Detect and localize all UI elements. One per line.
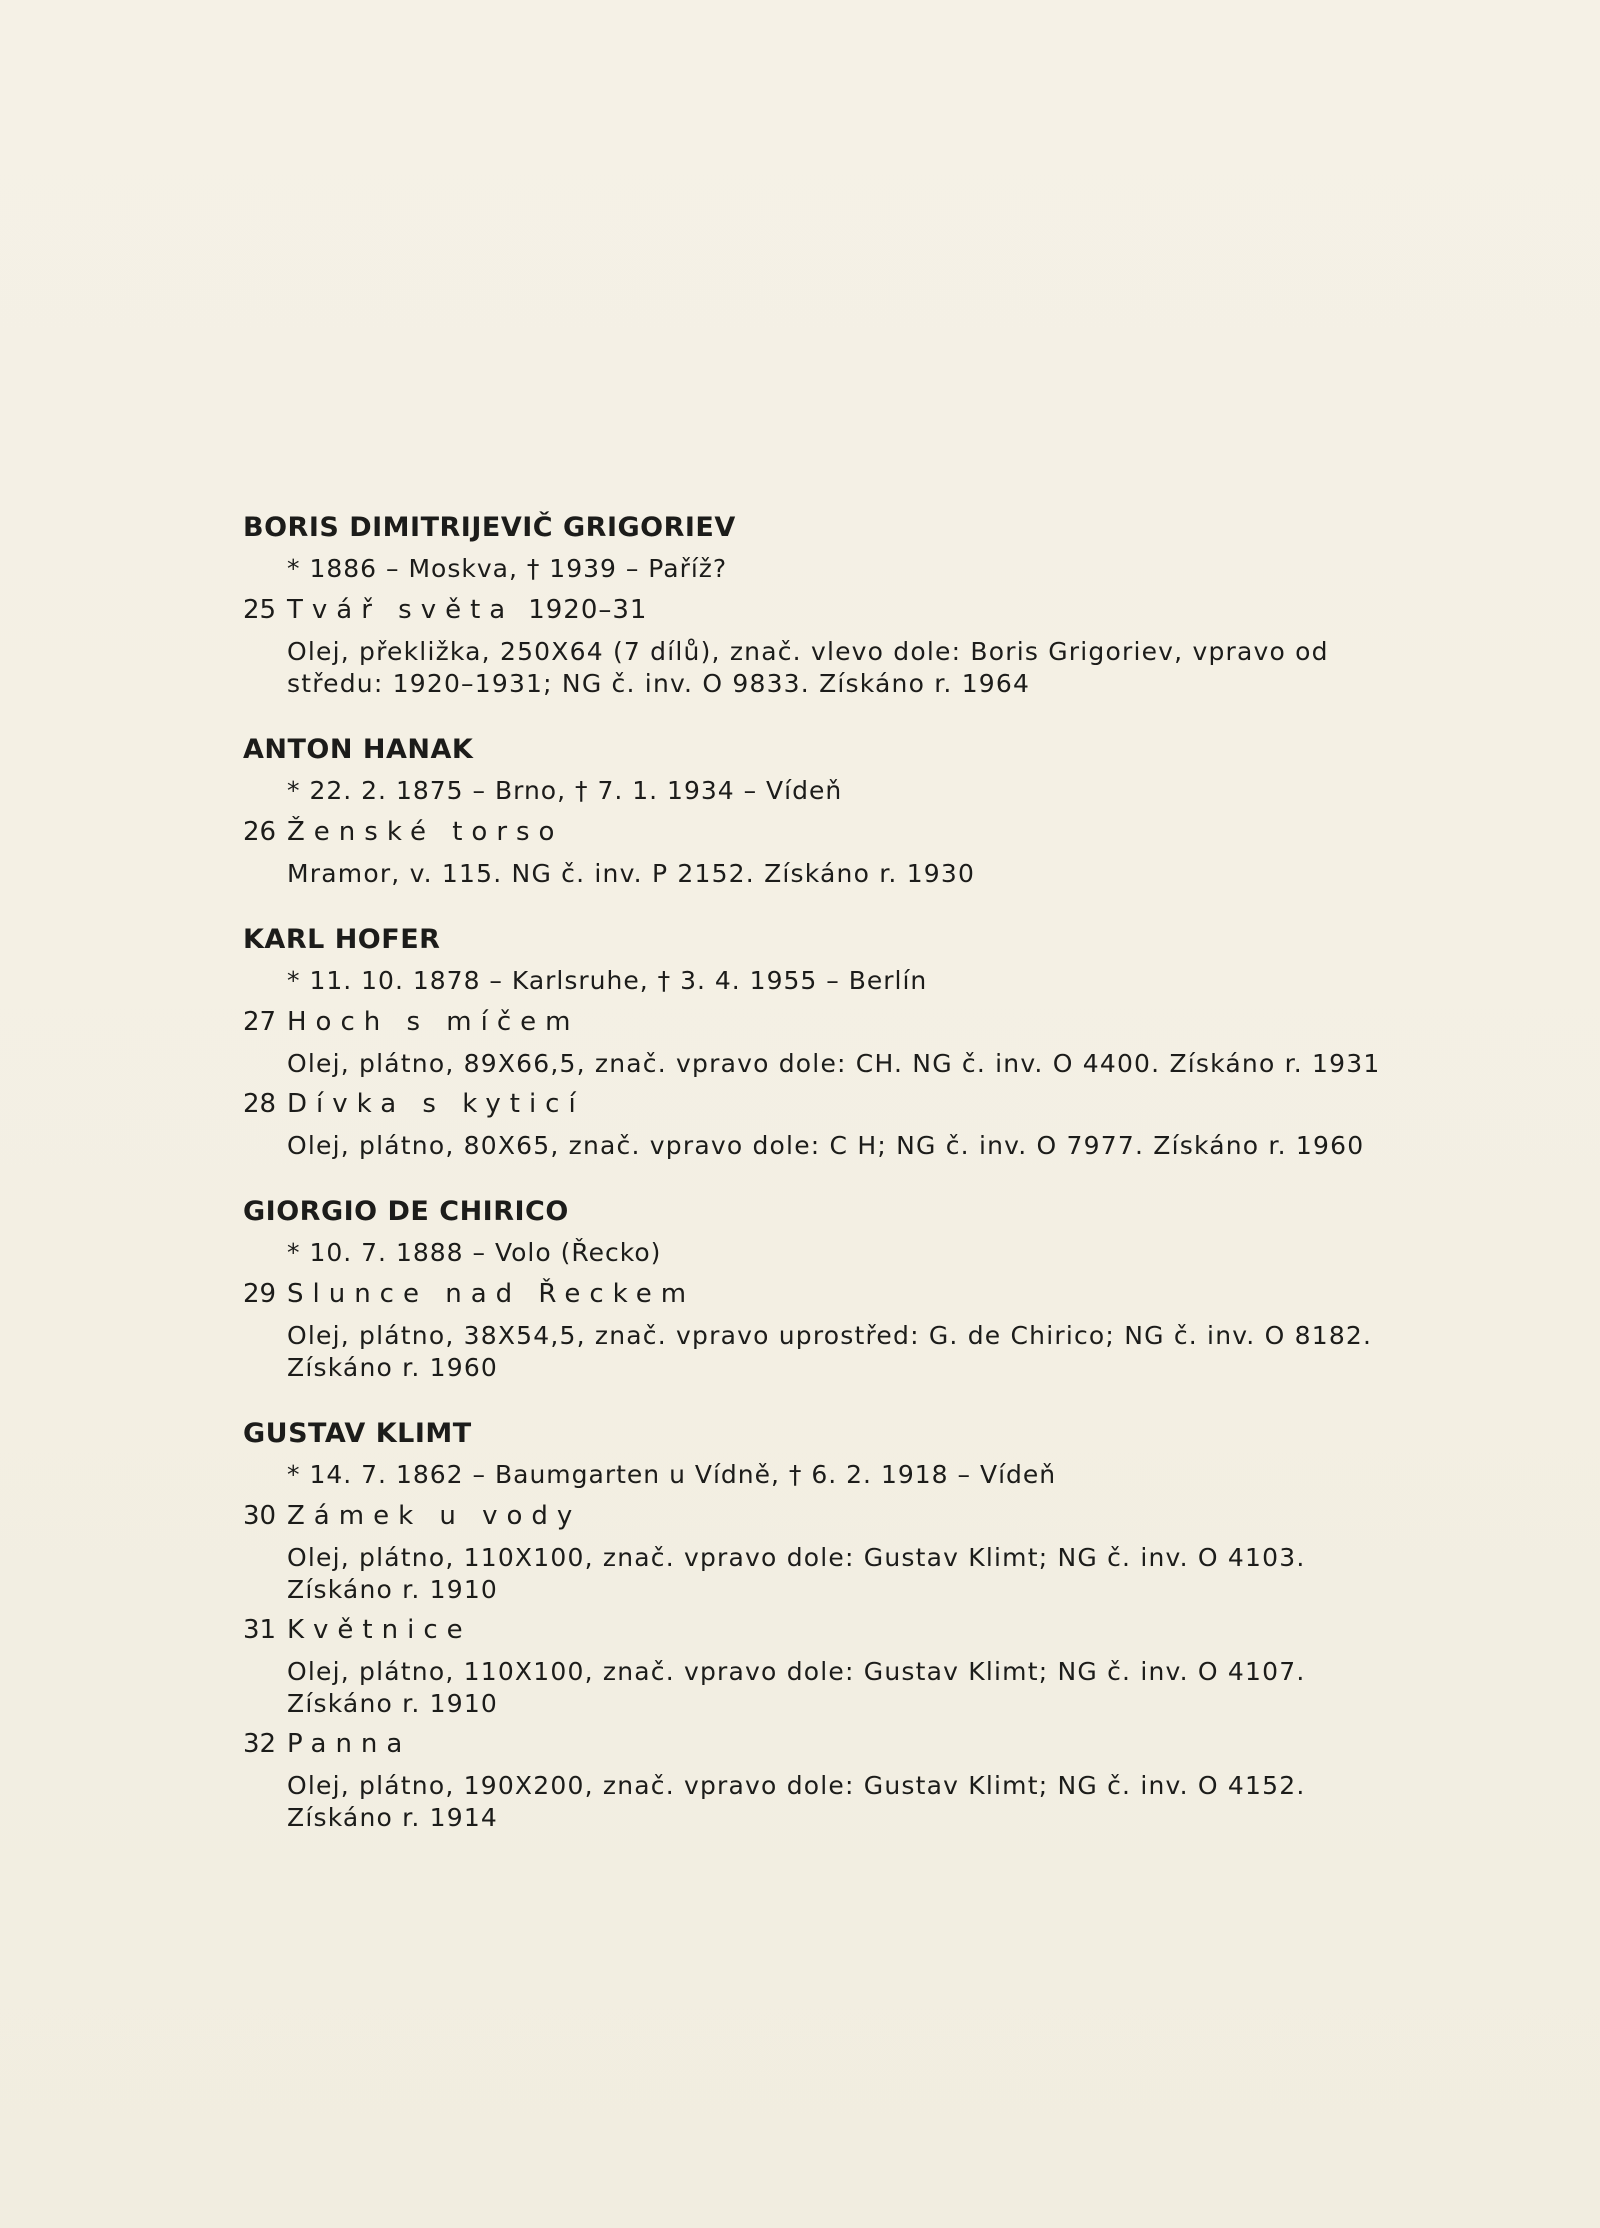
- artist-entry: [243, 1194, 1403, 1384]
- work-number: 29: [243, 1279, 277, 1309]
- work-entry: [243, 1612, 1403, 1720]
- artist-entry: [243, 510, 1403, 700]
- artist-entry: [243, 732, 1403, 890]
- work-title: Květnice: [287, 1615, 472, 1645]
- work-description: Olej, plátno, 80X65, znač. vpravo dole: C H; NG č. inv. O 7977. Získáno r. 1960: [287, 1131, 1365, 1160]
- work-heading: [243, 814, 1403, 850]
- work-number: 26: [243, 817, 277, 847]
- work-number: 32: [243, 1729, 277, 1759]
- work-title: Hoch s míčem: [287, 1007, 580, 1037]
- work-entry: [243, 1726, 1403, 1834]
- work-heading: [243, 1726, 1403, 1762]
- artist-name: KARL HOFER: [243, 924, 441, 955]
- work-heading: [243, 592, 1403, 628]
- artist-bio: * 14. 7. 1862 – Baumgarten u Vídně, † 6. 2. 1918 – Vídeň: [287, 1460, 1057, 1489]
- artist-name: GUSTAV KLIMT: [243, 1418, 472, 1449]
- work-number: 30: [243, 1501, 277, 1531]
- artist-name: ANTON HANAK: [243, 734, 474, 765]
- work-entry: [243, 1276, 1403, 1384]
- work-description: Olej, překližka, 250X64 (7 dílů), znač. vlevo dole: Boris Grigoriev, vpravo od středu: 1920–1931; NG č. inv. O 9833. Získáno r. 1964: [287, 637, 1329, 698]
- work-title: Panna: [287, 1729, 412, 1759]
- work-entry: [243, 1086, 1403, 1162]
- work-entry: [243, 814, 1403, 890]
- artist-entry: [243, 922, 1403, 1162]
- work-title: Zámek u vody: [287, 1501, 582, 1531]
- work-description: Olej, plátno, 110X100, znač. vpravo dole: Gustav Klimt; NG č. inv. O 4103. Získáno r. 1910: [287, 1543, 1306, 1604]
- work-title: Slunce nad Řeckem: [287, 1279, 696, 1309]
- work-heading: [243, 1612, 1403, 1648]
- artist-entry: [243, 1416, 1403, 1834]
- artist-bio: * 11. 10. 1878 – Karlsruhe, † 3. 4. 1955 – Berlín: [287, 966, 928, 995]
- work-entry: [243, 1004, 1403, 1080]
- work-date: 1920–31: [528, 595, 648, 625]
- artist-name: BORIS DIMITRIJEVIČ GRIGORIEV: [243, 512, 736, 543]
- work-heading: [243, 1086, 1403, 1122]
- work-number: 27: [243, 1007, 277, 1037]
- work-number: 28: [243, 1089, 277, 1119]
- work-entry: [243, 592, 1403, 700]
- work-heading: [243, 1004, 1403, 1040]
- artist-bio: * 22. 2. 1875 – Brno, † 7. 1. 1934 – Vídeň: [287, 776, 843, 805]
- work-heading: [243, 1276, 1403, 1312]
- work-title: Tvář světa: [287, 595, 515, 625]
- work-number: 31: [243, 1615, 277, 1645]
- work-description: Mramor, v. 115. NG č. inv. P 2152. Získáno r. 1930: [287, 859, 976, 888]
- artist-bio: * 1886 – Moskva, † 1939 – Paříž?: [287, 554, 728, 583]
- work-title: Ženské torso: [287, 817, 564, 847]
- work-description: Olej, plátno, 190X200, znač. vpravo dole: Gustav Klimt; NG č. inv. O 4152. Získáno r. 1914: [287, 1771, 1306, 1832]
- work-description: Olej, plátno, 38X54,5, znač. vpravo uprostřed: G. de Chirico; NG č. inv. O 8182. Získáno r. 1960: [287, 1321, 1373, 1382]
- artist-bio: * 10. 7. 1888 – Volo (Řecko): [287, 1238, 662, 1267]
- work-number: 25: [243, 595, 277, 625]
- artist-name: GIORGIO DE CHIRICO: [243, 1196, 569, 1227]
- work-title: Dívka s kyticí: [287, 1089, 585, 1119]
- work-description: Olej, plátno, 89X66,5, znač. vpravo dole: CH. NG č. inv. O 4400. Získáno r. 1931: [287, 1049, 1381, 1078]
- work-description: Olej, plátno, 110X100, znač. vpravo dole: Gustav Klimt; NG č. inv. O 4107. Získáno r. 1910: [287, 1657, 1306, 1718]
- work-entry: [243, 1498, 1403, 1606]
- catalog-content: [243, 510, 1403, 1866]
- work-heading: [243, 1498, 1403, 1534]
